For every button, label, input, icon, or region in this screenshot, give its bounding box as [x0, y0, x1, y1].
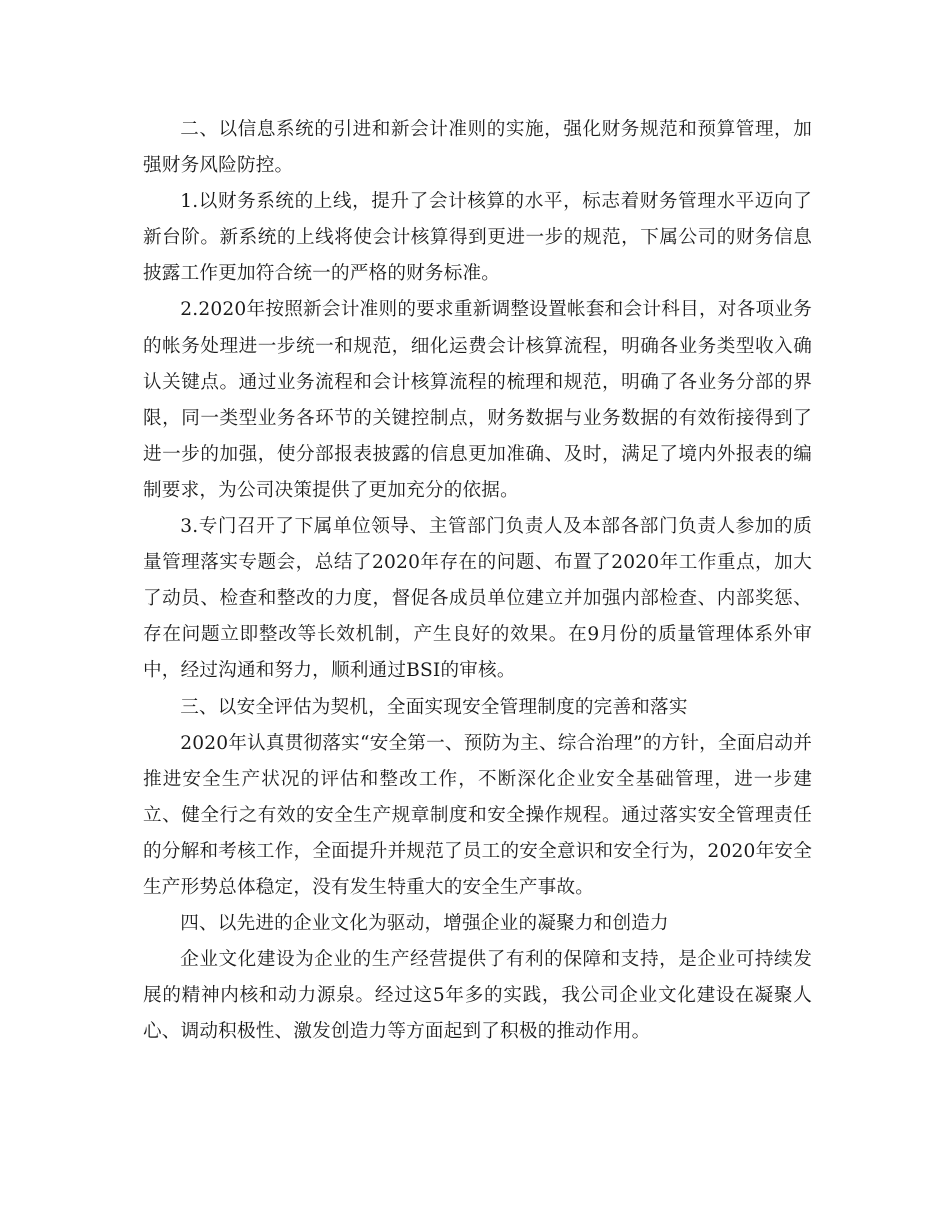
paragraph-culture: 企业文化建设为企业的生产经营提供了有利的保障和支持，是企业可持续发展的精神内核和动力源泉。经过这5年多的实践，我公司企业文化建设在凝聚人心、调动积极性、激发创造力等方面起到了积极的推动作用。 [143, 949, 812, 1043]
paragraph-item-3: 3.专门召开了下属单位领导、主管部门负责人及本部各部门负责人参加的质量管理落实专题会，总结了2020年存在的问题、布置了2020年工作重点，加大了动员、检查和整改的力度，督促各成员单位建立并加强内部检查、内部奖惩、存在问题立即整改等长效机制，产生良好的效果。在9月份的质量管理体系外审中，经过沟通和努力，顺利通过BSI的审核。 [143, 516, 812, 682]
heading-section-three: 三、以安全评估为契机，全面实现安全管理制度的完善和落实 [180, 696, 688, 718]
paragraph-item-1: 1.以财务系统的上线，提升了会计核算的水平，标志着财务管理水平迈向了新台阶。新系统的上线将使会计核算得到更进一步的规范，下属公司的财务信息披露工作更加符合统一的严格的财务标准。 [143, 191, 812, 285]
document-body [143, 112, 812, 1050]
heading-section-two: 二、以信息系统的引进和新会计准则的实施，强化财务规范和预算管理，加强财务风险防控。 [143, 119, 812, 177]
paragraph-safety: 2020年认真贯彻落实“安全第一、预防为主、综合治理”的方针，全面启动并推进安全生产状况的评估和整改工作，不断深化企业安全基础管理，进一步建立、健全行之有效的安全生产规章制度和安全操作规程。通过落实安全管理责任的分解和考核工作，全面提升并规范了员工的安全意识和安全行为，2020年安全生产形势总体稳定，没有发生特重大的安全生产事故。 [143, 732, 812, 898]
heading-section-four: 四、以先进的企业文化为驱动，增强企业的凝聚力和创造力 [180, 913, 669, 935]
paragraph-item-2: 2.2020年按照新会计准则的要求重新调整设置帐套和会计科目，对各项业务的帐务处理进一步统一和规范，细化运费会计核算流程，明确各业务类型收入确认关键点。通过业务流程和会计核算流程的梳理和规范，明确了各业务分部的界限，同一类型业务各环节的关键控制点，财务数据与业务数据的有效衔接得到了进一步的加强，使分部报表披露的信息更加准确、及时，满足了境内外报表的编制要求，为公司决策提供了更加充分的依据。 [143, 299, 812, 501]
